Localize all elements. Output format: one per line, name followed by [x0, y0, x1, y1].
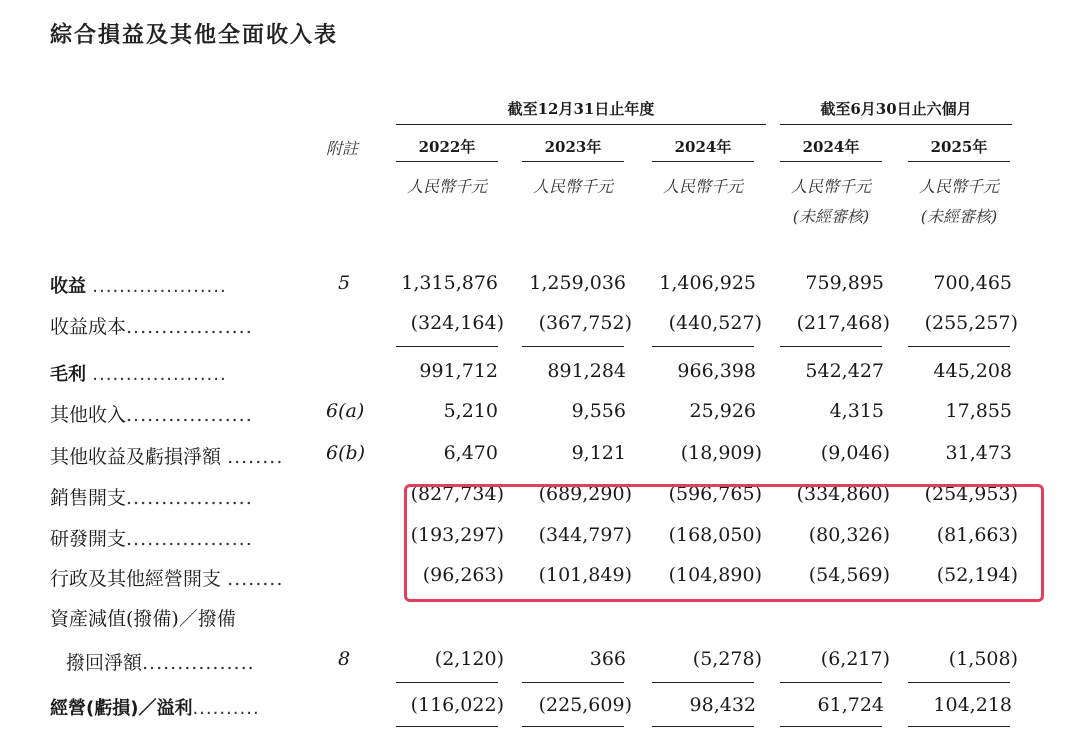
group-underline-year-end [396, 124, 766, 125]
cell-value: (217,468) [796, 312, 890, 334]
row-label: 其他收入.................. [50, 404, 253, 426]
cell-value: 25,926 [689, 400, 756, 422]
cell-value: (254,953) [924, 483, 1018, 505]
year-underline-2022 [396, 161, 498, 162]
cell-value: (344,797) [538, 524, 632, 546]
cell-value: 104,218 [933, 694, 1012, 716]
cell-value: (96,263) [422, 564, 504, 586]
subtotal-line-2024-h1 [780, 682, 882, 683]
cell-value: (104,890) [668, 564, 762, 586]
total-line-2023 [522, 726, 624, 727]
subtotal-line-2023 [522, 346, 624, 347]
cell-value: (334,860) [796, 483, 890, 505]
cell-value: (81,663) [936, 524, 1018, 546]
table-row [0, 694, 1080, 724]
cell-value: 700,465 [933, 272, 1012, 294]
total-line-2022 [396, 726, 498, 727]
table-row [0, 272, 1080, 302]
row-label: 毛利 .................... [50, 364, 227, 385]
row-label: 收益 .................... [50, 276, 227, 297]
cell-value: 542,427 [805, 360, 884, 382]
cell-value: 17,855 [945, 400, 1012, 422]
row-label: 行政及其他經營開支 ........ [50, 568, 284, 590]
cell-value: 9,121 [571, 442, 626, 464]
row-label: 撥回淨額................ [66, 652, 255, 674]
year-header-2022: 2022年 [418, 138, 476, 156]
cell-value: 98,432 [689, 694, 756, 716]
subtotal-line-2024-h1 [780, 346, 882, 347]
cell-value: (6,217) [820, 648, 890, 670]
cell-value: 5,210 [443, 400, 498, 422]
row-note: 8 [337, 648, 351, 670]
cell-value: 366 [589, 648, 626, 670]
table-row [0, 312, 1080, 342]
unit-label-2022: 人民幣千元 [406, 177, 487, 196]
cell-value: (440,527) [668, 312, 762, 334]
table-row [0, 400, 1080, 430]
note-column-header: 附註 [326, 139, 359, 158]
cell-value: (255,257) [924, 312, 1018, 334]
cell-value: (168,050) [668, 524, 762, 546]
page-title: 綜合損益及其他全面收入表 [50, 23, 339, 48]
cell-value: (54,569) [808, 564, 890, 586]
cell-value: 966,398 [677, 360, 756, 382]
year-header-2025-h1: 2025年 [930, 138, 988, 156]
cell-value: 1,259,036 [529, 272, 626, 294]
year-underline-2024 [652, 161, 754, 162]
group-header-six-months: 截至6月30日止六個月 [820, 100, 972, 118]
cell-value: (80,326) [808, 524, 890, 546]
subtotal-line-2022 [396, 346, 498, 347]
subtotal-line-2022 [396, 682, 498, 683]
cell-value: (596,765) [668, 483, 762, 505]
cell-value: 61,724 [817, 694, 884, 716]
unit-label-2024: 人民幣千元 [662, 177, 743, 196]
row-label: 資產減值(撥備)／撥備 [50, 608, 236, 630]
cell-value: (193,297) [410, 524, 504, 546]
row-label: 銷售開支.................. [50, 487, 253, 509]
cell-value: (827,734) [410, 483, 504, 505]
year-header-2024-h1: 2024年 [802, 138, 860, 156]
total-line-2024 [652, 726, 754, 727]
year-underline-2024-h1 [780, 161, 882, 162]
year-header-2023: 2023年 [544, 138, 602, 156]
highlight-box [404, 484, 1044, 602]
row-label: 經營(虧損)／溢利.......... [50, 698, 260, 719]
unaudited-label-2024-h1: (未經審核) [792, 207, 870, 226]
cell-value: 759,895 [805, 272, 884, 294]
subtotal-line-2025-h1 [908, 682, 1010, 683]
unit-label-2025-h1: 人民幣千元 [918, 177, 999, 196]
cell-value: 445,208 [933, 360, 1012, 382]
cell-value: (2,120) [434, 648, 504, 670]
cell-value: 6,470 [443, 442, 498, 464]
cell-value: (101,849) [538, 564, 632, 586]
cell-value: (225,609) [538, 694, 632, 716]
row-label: 研發開支.................. [50, 528, 253, 550]
year-underline-2025-h1 [908, 161, 1010, 162]
cell-value: 991,712 [419, 360, 498, 382]
row-note: 5 [337, 272, 351, 294]
cell-value: (9,046) [820, 442, 890, 464]
cell-value: (1,508) [948, 648, 1018, 670]
cell-value: 4,315 [829, 400, 884, 422]
cell-value: 1,406,925 [659, 272, 756, 294]
cell-value: (52,194) [936, 564, 1018, 586]
subtotal-line-2023 [522, 682, 624, 683]
total-line-2024-h1 [780, 726, 882, 727]
subtotal-line-2024 [652, 682, 754, 683]
cell-value: (116,022) [410, 694, 504, 716]
year-underline-2023 [522, 161, 624, 162]
cell-value: (18,909) [680, 442, 762, 464]
table-row [0, 648, 1080, 678]
cell-value: 31,473 [945, 442, 1012, 464]
group-underline-six-months [780, 124, 1012, 125]
cell-value: (324,164) [410, 312, 504, 334]
cell-value: 891,284 [547, 360, 626, 382]
row-label: 收益成本.................. [50, 316, 253, 338]
row-label: 其他收益及虧損淨額 ........ [50, 446, 284, 468]
total-line-2025-h1 [908, 726, 1010, 727]
unaudited-label-2025-h1: (未經審核) [920, 207, 998, 226]
cell-value: 9,556 [571, 400, 626, 422]
table-row [0, 442, 1080, 472]
row-note: 6(a) [326, 400, 365, 422]
cell-value: (5,278) [692, 648, 762, 670]
unit-label-2024-h1: 人民幣千元 [790, 177, 871, 196]
subtotal-line-2025-h1 [908, 346, 1010, 347]
row-note: 6(b) [326, 442, 366, 464]
unit-label-2023: 人民幣千元 [532, 177, 613, 196]
year-header-2024: 2024年 [674, 138, 732, 156]
subtotal-line-2024 [652, 346, 754, 347]
group-header-year-end: 截至12月31日止年度 [507, 100, 655, 118]
cell-value: (367,752) [538, 312, 632, 334]
cell-value: (689,290) [538, 483, 632, 505]
table-row [0, 360, 1080, 390]
cell-value: 1,315,876 [401, 272, 498, 294]
table-row [0, 604, 1080, 634]
